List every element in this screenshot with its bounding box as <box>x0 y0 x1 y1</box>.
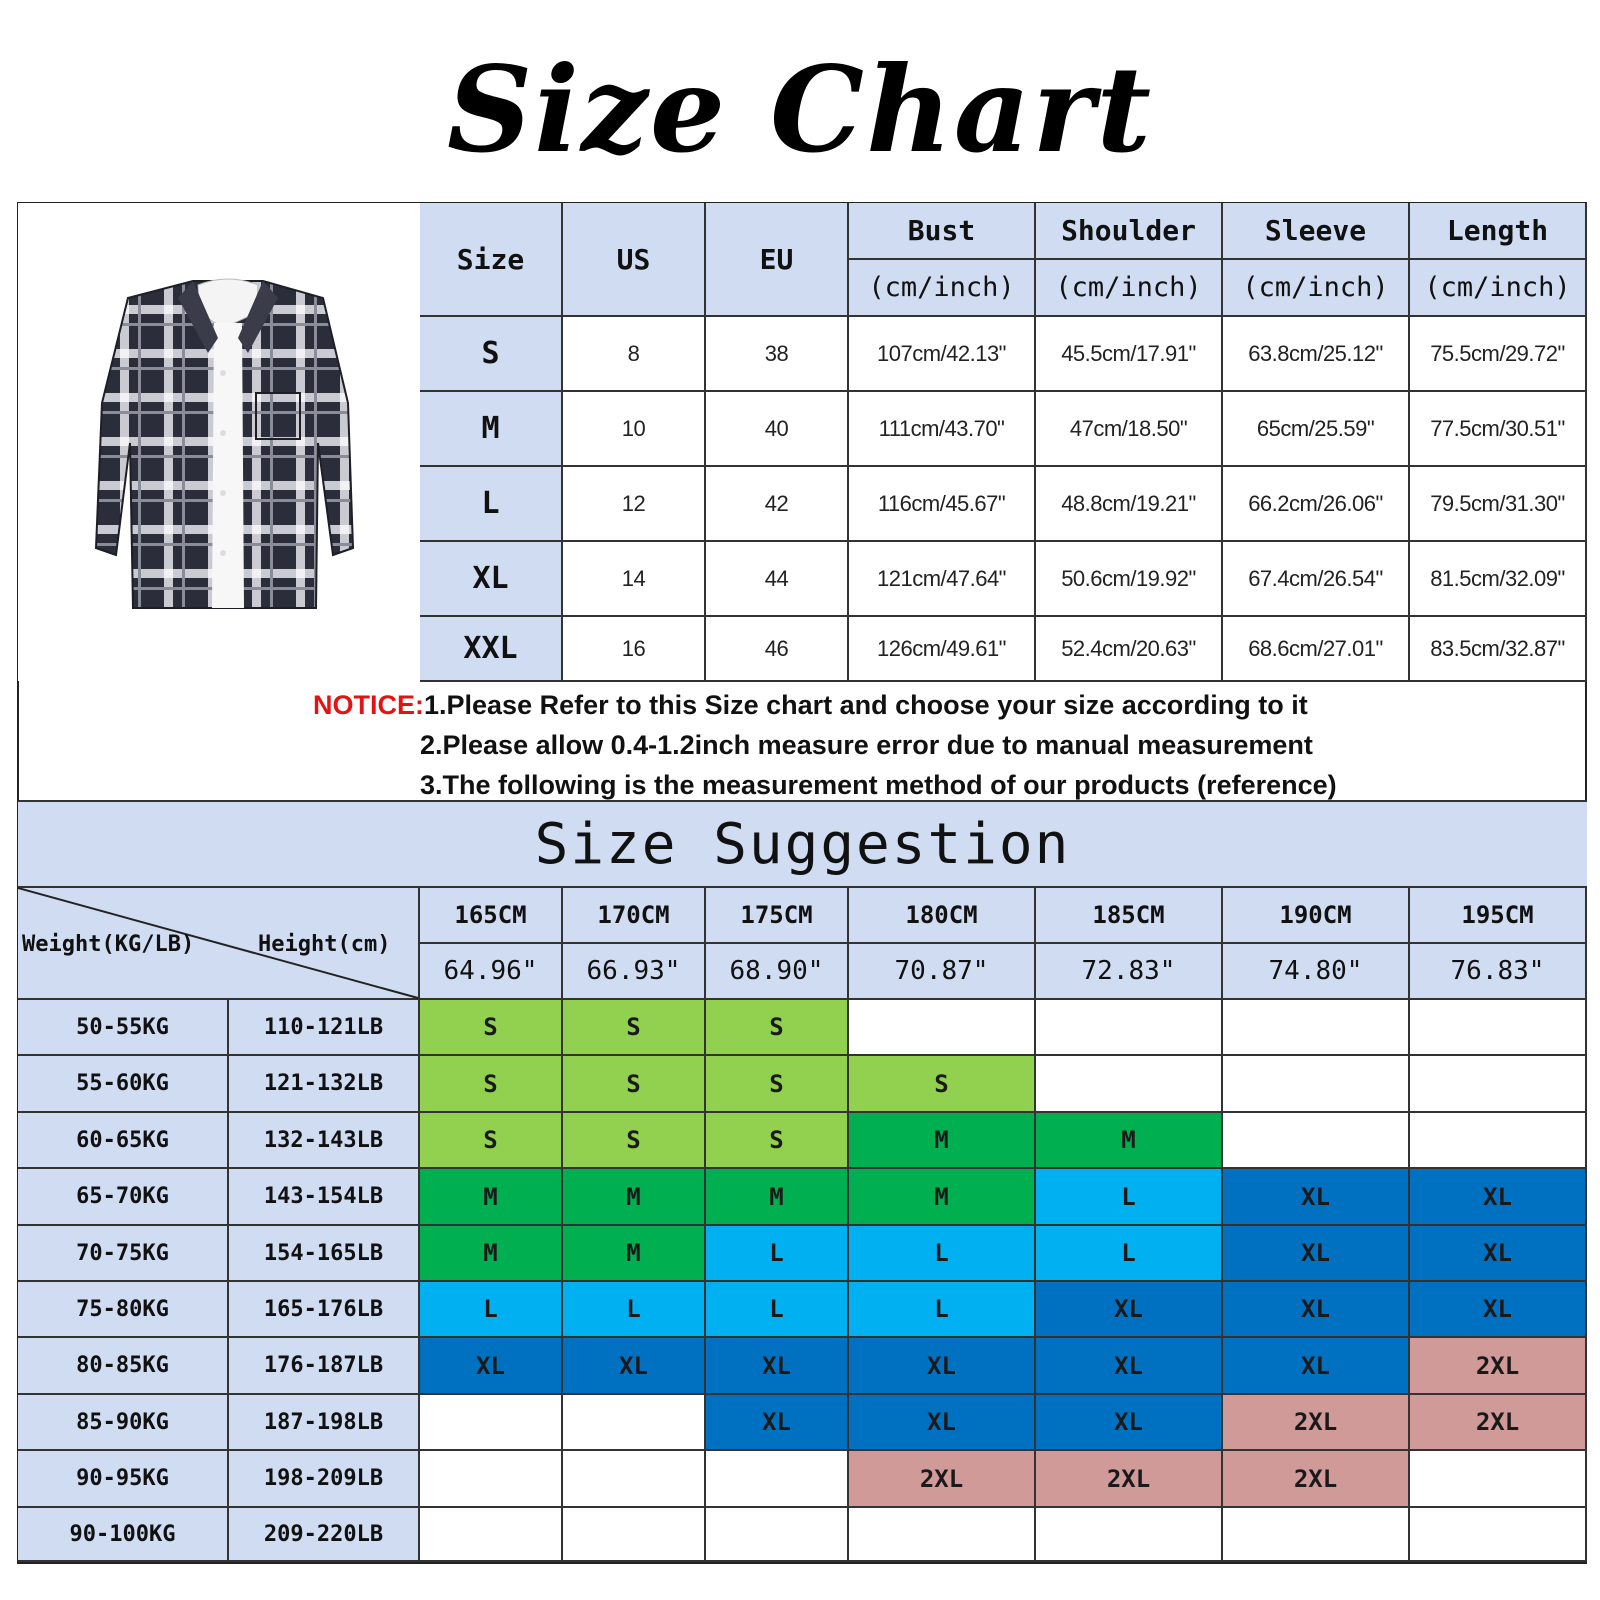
header-unit-bust: (cm/inch) <box>849 260 1036 317</box>
size-l-size-cell: L <box>420 467 563 542</box>
suggested-size-cell: S <box>706 1113 849 1169</box>
height-inch-195cm: 76.83" <box>1410 944 1587 1000</box>
size-m-length-cell: 77.5cm/30.51" <box>1410 392 1587 467</box>
weight-kg-cell: 50-55KG <box>18 1000 229 1056</box>
suggested-size-cell: M <box>420 1169 563 1226</box>
suggested-size-cell: XL <box>1410 1226 1587 1282</box>
suggested-size-cell: L <box>849 1226 1036 1282</box>
suggested-size-cell <box>1223 1113 1410 1169</box>
header-size: Size <box>420 203 563 317</box>
notice-line-2: 2.Please allow 0.4-1.2inch measure error due to manual measurement <box>420 730 1313 760</box>
height-inch-185cm: 72.83" <box>1036 944 1223 1000</box>
suggested-size-cell: M <box>849 1169 1036 1226</box>
suggested-size-cell: M <box>706 1169 849 1226</box>
header-bust: Bust <box>849 203 1036 260</box>
suggested-size-cell: XL <box>849 1338 1036 1395</box>
header-length: Length <box>1410 203 1587 260</box>
weight-kg-cell: 70-75KG <box>18 1226 229 1282</box>
suggested-size-cell: M <box>849 1113 1036 1169</box>
suggested-size-cell: L <box>706 1226 849 1282</box>
suggested-size-cell: XL <box>1036 1282 1223 1338</box>
suggested-size-cell: S <box>420 1056 563 1113</box>
suggested-size-cell: XL <box>1036 1338 1223 1395</box>
weight-lb-cell: 165-176LB <box>229 1282 420 1338</box>
suggested-size-cell <box>706 1508 849 1562</box>
weight-lb-cell: 154-165LB <box>229 1226 420 1282</box>
header-sleeve: Sleeve <box>1223 203 1410 260</box>
suggested-size-cell: L <box>563 1282 706 1338</box>
height-header-170cm: 170CM <box>563 888 706 944</box>
header-unit-shoulder: (cm/inch) <box>1036 260 1223 317</box>
size-xl-bust-cell: 121cm/47.64" <box>849 542 1036 617</box>
suggested-size-cell <box>563 1395 706 1451</box>
header-eu: EU <box>706 203 849 317</box>
notice-label: NOTICE: <box>313 690 424 720</box>
suggested-size-cell: S <box>563 1113 706 1169</box>
suggested-size-cell <box>1410 1056 1587 1113</box>
height-header-195cm: 195CM <box>1410 888 1587 944</box>
suggested-size-cell: L <box>706 1282 849 1338</box>
suggested-size-cell: S <box>706 1056 849 1113</box>
notice-line-1: 1.Please Refer to this Size chart and choose your size according to it <box>424 690 1308 720</box>
weight-kg-cell: 85-90KG <box>18 1395 229 1451</box>
weight-kg-cell: 55-60KG <box>18 1056 229 1113</box>
suggested-size-cell <box>420 1395 563 1451</box>
suggested-size-cell: XL <box>420 1338 563 1395</box>
weight-kg-cell: 90-95KG <box>18 1451 229 1508</box>
weight-label: Weight(KG/LB) <box>22 932 195 957</box>
product-photo <box>18 203 420 681</box>
size-xxl-eu-cell: 46 <box>706 617 849 682</box>
suggested-size-cell: S <box>563 1000 706 1056</box>
size-xl-eu-cell: 44 <box>706 542 849 617</box>
suggested-size-cell <box>1036 1508 1223 1562</box>
suggested-size-cell <box>420 1508 563 1562</box>
size-l-bust-cell: 116cm/45.67" <box>849 467 1036 542</box>
suggested-size-cell: S <box>420 1000 563 1056</box>
height-header-180cm: 180CM <box>849 888 1036 944</box>
notice-line-3: 3.The following is the measurement method of our products (reference) <box>420 770 1337 800</box>
weight-lb-cell: 187-198LB <box>229 1395 420 1451</box>
header-unit-sleeve: (cm/inch) <box>1223 260 1410 317</box>
suggested-size-cell <box>1410 1113 1587 1169</box>
size-m-us-cell: 10 <box>563 392 706 467</box>
suggested-size-cell: XL <box>1223 1169 1410 1226</box>
weight-kg-cell: 75-80KG <box>18 1282 229 1338</box>
size-s-length-cell: 75.5cm/29.72" <box>1410 317 1587 392</box>
weight-height-header <box>18 888 420 1000</box>
height-header-165cm: 165CM <box>420 888 563 944</box>
suggested-size-cell <box>849 1000 1036 1056</box>
size-xxl-size-cell: XXL <box>420 617 563 682</box>
suggested-size-cell: M <box>1036 1113 1223 1169</box>
weight-lb-cell: 110-121LB <box>229 1000 420 1056</box>
suggested-size-cell <box>1410 1000 1587 1056</box>
suggested-size-cell: XL <box>563 1338 706 1395</box>
suggested-size-cell: 2XL <box>849 1451 1036 1508</box>
height-inch-180cm: 70.87" <box>849 944 1036 1000</box>
size-xxl-length-cell: 83.5cm/32.87" <box>1410 617 1587 682</box>
suggested-size-cell <box>563 1451 706 1508</box>
size-xxl-sleeve-cell: 68.6cm/27.01" <box>1223 617 1410 682</box>
suggested-size-cell <box>1410 1451 1587 1508</box>
height-inch-170cm: 66.93" <box>563 944 706 1000</box>
suggested-size-cell: XL <box>706 1338 849 1395</box>
suggested-size-cell: XL <box>1410 1169 1587 1226</box>
height-inch-175cm: 68.90" <box>706 944 849 1000</box>
weight-kg-cell: 90-100KG <box>18 1508 229 1562</box>
suggested-size-cell: XL <box>1223 1226 1410 1282</box>
size-xl-length-cell: 81.5cm/32.09" <box>1410 542 1587 617</box>
plaid-shirt-image <box>18 203 420 681</box>
suggested-size-cell: L <box>849 1282 1036 1338</box>
size-xl-sleeve-cell: 67.4cm/26.54" <box>1223 542 1410 617</box>
suggested-size-cell: M <box>563 1226 706 1282</box>
weight-kg-cell: 65-70KG <box>18 1169 229 1226</box>
size-xl-us-cell: 14 <box>563 542 706 617</box>
height-inch-165cm: 64.96" <box>420 944 563 1000</box>
suggested-size-cell: S <box>563 1056 706 1113</box>
size-xxl-bust-cell: 126cm/49.61" <box>849 617 1036 682</box>
weight-kg-cell: 60-65KG <box>18 1113 229 1169</box>
height-header-190cm: 190CM <box>1223 888 1410 944</box>
suggested-size-cell: L <box>420 1282 563 1338</box>
suggested-size-cell: XL <box>1223 1282 1410 1338</box>
size-s-bust-cell: 107cm/42.13" <box>849 317 1036 392</box>
size-s-eu-cell: 38 <box>706 317 849 392</box>
notice-box <box>18 682 1587 802</box>
size-xxl-us-cell: 16 <box>563 617 706 682</box>
height-label: Height(cm) <box>258 932 391 957</box>
header-unit-length: (cm/inch) <box>1410 260 1587 317</box>
size-s-sleeve-cell: 63.8cm/25.12" <box>1223 317 1410 392</box>
size-m-shoulder-cell: 47cm/18.50" <box>1036 392 1223 467</box>
size-m-bust-cell: 111cm/43.70" <box>849 392 1036 467</box>
weight-lb-cell: 143-154LB <box>229 1169 420 1226</box>
suggested-size-cell: XL <box>1410 1282 1587 1338</box>
suggested-size-cell: S <box>706 1000 849 1056</box>
suggested-size-cell: 2XL <box>1410 1338 1587 1395</box>
size-s-shoulder-cell: 45.5cm/17.91" <box>1036 317 1223 392</box>
size-l-us-cell: 12 <box>563 467 706 542</box>
size-m-sleeve-cell: 65cm/25.59" <box>1223 392 1410 467</box>
suggested-size-cell <box>1223 1000 1410 1056</box>
suggested-size-cell: XL <box>1223 1338 1410 1395</box>
size-s-size-cell: S <box>420 317 563 392</box>
suggested-size-cell: M <box>563 1169 706 1226</box>
suggested-size-cell <box>1223 1508 1410 1562</box>
size-xxl-shoulder-cell: 52.4cm/20.63" <box>1036 617 1223 682</box>
size-m-size-cell: M <box>420 392 563 467</box>
suggested-size-cell: L <box>1036 1169 1223 1226</box>
size-l-shoulder-cell: 48.8cm/19.21" <box>1036 467 1223 542</box>
suggested-size-cell: 2XL <box>1410 1395 1587 1451</box>
weight-lb-cell: 121-132LB <box>229 1056 420 1113</box>
page-title: Size Chart <box>446 40 1154 179</box>
suggested-size-cell <box>849 1508 1036 1562</box>
height-inch-190cm: 74.80" <box>1223 944 1410 1000</box>
suggested-size-cell <box>1223 1056 1410 1113</box>
suggested-size-cell <box>1410 1508 1587 1562</box>
header-us: US <box>563 203 706 317</box>
weight-lb-cell: 132-143LB <box>229 1113 420 1169</box>
height-header-185cm: 185CM <box>1036 888 1223 944</box>
suggested-size-cell: M <box>420 1226 563 1282</box>
size-l-length-cell: 79.5cm/31.30" <box>1410 467 1587 542</box>
header-shoulder: Shoulder <box>1036 203 1223 260</box>
size-l-sleeve-cell: 66.2cm/26.06" <box>1223 467 1410 542</box>
suggested-size-cell: XL <box>849 1395 1036 1451</box>
height-header-175cm: 175CM <box>706 888 849 944</box>
weight-lb-cell: 209-220LB <box>229 1508 420 1562</box>
suggested-size-cell: S <box>420 1113 563 1169</box>
suggested-size-cell <box>563 1508 706 1562</box>
size-xl-shoulder-cell: 50.6cm/19.92" <box>1036 542 1223 617</box>
suggested-size-cell: S <box>849 1056 1036 1113</box>
suggested-size-cell <box>1036 1056 1223 1113</box>
suggested-size-cell <box>1036 1000 1223 1056</box>
suggested-size-cell: 2XL <box>1036 1451 1223 1508</box>
suggested-size-cell: L <box>1036 1226 1223 1282</box>
size-suggestion-title: Size Suggestion <box>18 802 1587 888</box>
size-m-eu-cell: 40 <box>706 392 849 467</box>
weight-lb-cell: 198-209LB <box>229 1451 420 1508</box>
size-xl-size-cell: XL <box>420 542 563 617</box>
suggested-size-cell: XL <box>706 1395 849 1451</box>
suggested-size-cell <box>420 1451 563 1508</box>
weight-kg-cell: 80-85KG <box>18 1338 229 1395</box>
size-s-us-cell: 8 <box>563 317 706 392</box>
suggested-size-cell: 2XL <box>1223 1395 1410 1451</box>
suggested-size-cell: 2XL <box>1223 1451 1410 1508</box>
weight-lb-cell: 176-187LB <box>229 1338 420 1395</box>
suggested-size-cell: XL <box>1036 1395 1223 1451</box>
size-l-eu-cell: 42 <box>706 467 849 542</box>
suggested-size-cell <box>706 1451 849 1508</box>
